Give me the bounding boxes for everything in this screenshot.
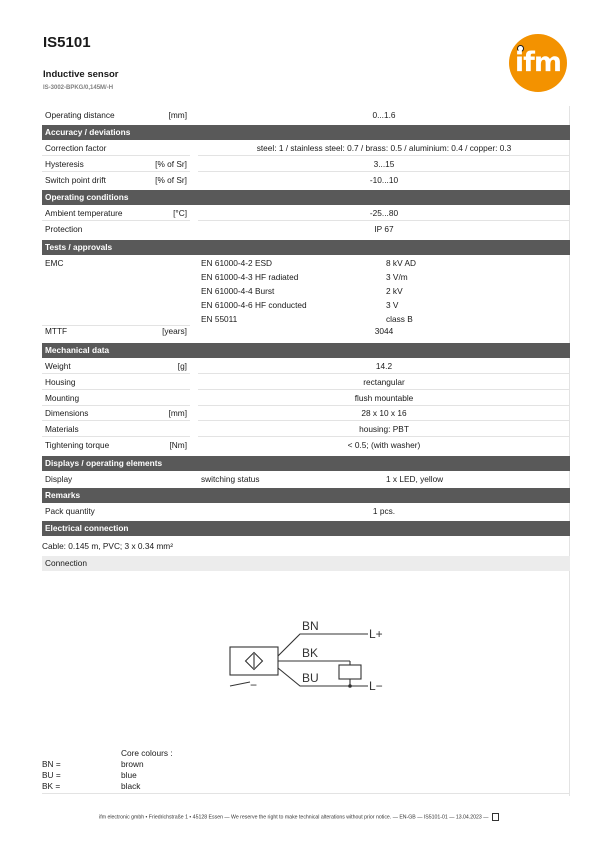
row-label: Dimensions: [45, 408, 89, 418]
row-value: 28 x 10 x 16: [361, 408, 407, 418]
row-divider: [198, 389, 570, 390]
label-pnp-sign: −: [250, 678, 258, 692]
footer-text: ifm electronic gmbh • Friedrichstraße 1 • 45128 Essen — We reserve the right to make technical alterations without prior notice. — EN-GB — IS5101-01 — 13.04.2023 —: [99, 814, 489, 821]
row-label: Housing: [45, 377, 76, 387]
row-value: < 0.5; (with washer): [347, 440, 421, 450]
wire-bu: [278, 668, 368, 686]
core-colour: black: [121, 781, 141, 791]
logo-text: ifm: [514, 47, 562, 78]
emc-standard: EN 61000-4-4 Burst: [201, 286, 275, 296]
row-value: housing: PBT: [359, 424, 409, 434]
row-value: 3...15: [373, 159, 395, 169]
row-weight: [42, 359, 570, 375]
row-value: 3044: [374, 326, 394, 336]
row-divider: [198, 436, 570, 437]
label-bk: BK: [302, 646, 319, 660]
row-materials: [42, 422, 570, 438]
row-mttf: [42, 324, 570, 340]
row-emc: [42, 256, 570, 326]
row-ambient-temperature: [42, 206, 570, 222]
core-code: BK =: [42, 781, 61, 791]
row-label: Display: [45, 474, 73, 484]
row-unit: [% of Sr]: [155, 175, 187, 185]
row-label: Weight: [45, 361, 71, 371]
part-number: IS-3002-BPKG/0,145M/-H: [43, 85, 114, 91]
section-remarks: Remarks: [42, 488, 570, 503]
label-bn: BN: [302, 619, 319, 633]
product-title: IS5101: [43, 34, 91, 51]
row-protection: [42, 222, 570, 238]
row-divider: [42, 389, 190, 390]
emc-standard: EN 61000-4-6 HF conducted: [201, 300, 307, 310]
legend-divider: [42, 793, 570, 794]
label-l-minus: L−: [369, 679, 383, 693]
row-label: Protection: [45, 224, 83, 234]
page-icon: [492, 813, 499, 821]
row-unit: [mm]: [168, 110, 187, 120]
row-label: Ambient temperature: [45, 208, 123, 218]
row-unit: [°C]: [173, 208, 187, 218]
core-colour: blue: [121, 770, 137, 780]
row-operating-distance: [42, 108, 570, 124]
core-code: BU =: [42, 770, 61, 780]
row-mounting: [42, 391, 570, 407]
wire-bn: [278, 634, 368, 656]
row-pack-quantity: [42, 504, 570, 520]
core-code: BN =: [42, 759, 61, 769]
connection-bar: Connection: [42, 556, 570, 571]
section-mechanical-data: Mechanical data: [42, 343, 570, 358]
page-footer: [0, 813, 598, 821]
row-label: Tightening torque: [45, 440, 110, 450]
row-label: MTTF: [45, 326, 68, 336]
row-housing: [42, 375, 570, 391]
row-divider: [42, 373, 190, 374]
pnp-switch: [230, 682, 250, 686]
section-accuracy: Accuracy / deviations: [42, 125, 570, 140]
emc-standard: EN 61000-4-2 ESD: [201, 258, 273, 268]
ifm-logo: [509, 34, 567, 92]
row-divider: [198, 220, 570, 221]
product-subtitle: Inductive sensor: [43, 69, 119, 80]
row-switch-point-drift: [42, 173, 570, 189]
row-divider: [198, 373, 570, 374]
emc-value: class B: [386, 314, 413, 324]
row-divider: [42, 155, 190, 156]
row-value: steel: 1 / stainless steel: 0.7 / brass: 0.5 / aluminium: 0.4 / copper: 0.3: [256, 143, 512, 153]
section-operating-conditions: Operating conditions: [42, 190, 570, 205]
row-unit: [Nm]: [169, 440, 187, 450]
section-tests-approvals: Tests / approvals: [42, 240, 570, 255]
row-value: IP 67: [374, 224, 394, 234]
row-value: 14.2: [375, 361, 393, 371]
section-electrical-connection: Electrical connection: [42, 521, 570, 536]
section-displays: Displays / operating elements: [42, 456, 570, 471]
display-item: switching status: [201, 474, 260, 484]
core-colours-heading: Core colours :: [121, 748, 173, 758]
row-divider: [42, 420, 190, 421]
row-value: 0...1.6: [372, 110, 396, 120]
row-label: Mounting: [45, 393, 80, 403]
emc-value: 3 V: [386, 300, 399, 310]
row-value: flush mountable: [354, 393, 414, 403]
emc-value: 2 kV: [386, 286, 403, 296]
row-unit: [mm]: [168, 408, 187, 418]
row-unit: [years]: [162, 326, 187, 336]
cable-spec: Cable: 0.145 m, PVC; 3 x 0.34 mm²: [42, 541, 173, 551]
row-cable: [42, 539, 570, 555]
row-label: EMC: [45, 258, 64, 268]
row-label: Switch point drift: [45, 175, 106, 185]
label-bu: BU: [302, 671, 319, 685]
row-divider: [42, 171, 190, 172]
display-value: 1 x LED, yellow: [386, 474, 444, 484]
emc-value: 8 kV AD: [386, 258, 416, 268]
row-label: Hysteresis: [45, 159, 84, 169]
junction-dot: [348, 684, 352, 688]
row-divider: [198, 155, 570, 156]
emc-standard: EN 55011: [201, 314, 238, 324]
row-divider: [42, 220, 190, 221]
emc-value: 3 V/m: [386, 272, 408, 282]
row-value: 1 pcs.: [372, 506, 396, 516]
row-tightening-torque: [42, 438, 570, 454]
row-value: -25...80: [369, 208, 399, 218]
row-divider: [42, 436, 190, 437]
row-dimensions: [42, 406, 570, 422]
row-display: [42, 472, 570, 488]
row-value: -10...10: [369, 175, 399, 185]
row-value: rectangular: [363, 377, 405, 387]
row-hysteresis: [42, 157, 570, 173]
load-resistor: [339, 665, 361, 679]
row-label: Pack quantity: [45, 506, 95, 516]
core-colour: brown: [121, 759, 144, 769]
row-divider: [198, 420, 570, 421]
label-l-plus: L+: [369, 627, 383, 641]
row-divider: [198, 171, 570, 172]
row-unit: [g]: [177, 361, 187, 371]
row-label: Operating distance: [45, 110, 115, 120]
row-label: Correction factor: [45, 143, 107, 153]
row-label: Materials: [45, 424, 79, 434]
wiring-diagram: [220, 610, 400, 700]
emc-standard: EN 61000-4-3 HF radiated: [201, 272, 299, 282]
row-unit: [% of Sr]: [155, 159, 187, 169]
row-correction-factor: [42, 141, 570, 157]
